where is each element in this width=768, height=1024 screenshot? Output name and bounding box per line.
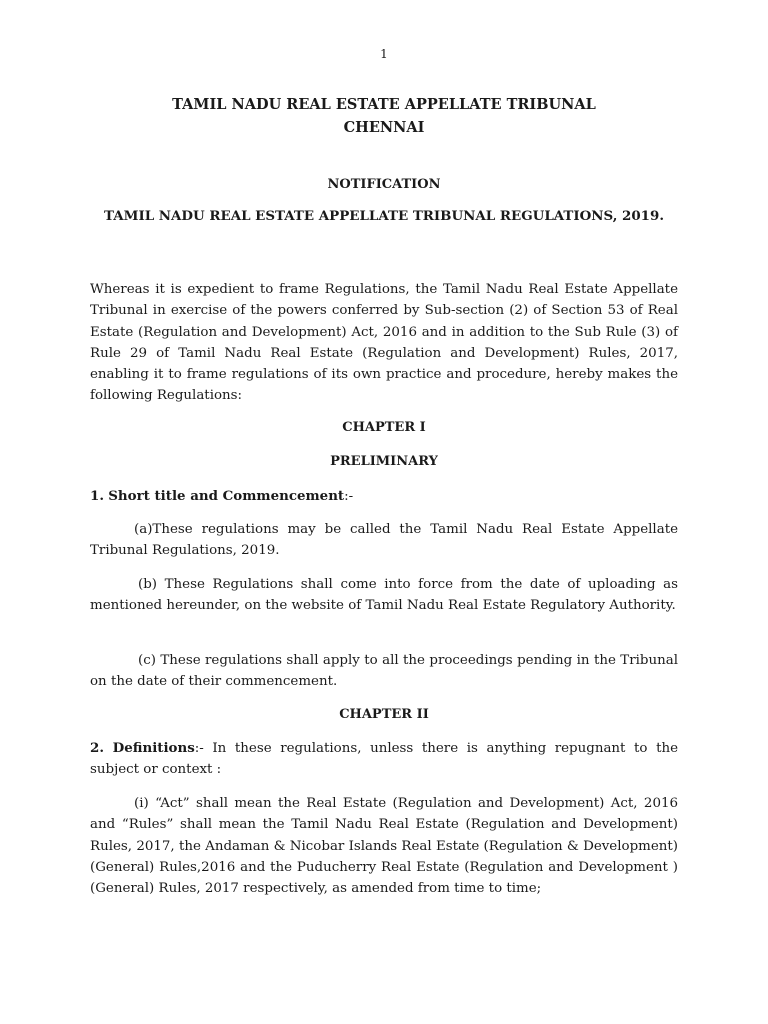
section-1-clause-c: (c) These regulations shall apply to all the proceedings pending in the Tribunal on the date of their commencement. [90,653,678,690]
title-line-2: CHENNAI [343,119,425,136]
section-2-title: Definitions [112,740,195,756]
preamble-paragraph: Whereas it is expedient to frame Regulations, the Tamil Nadu Real Estate Appellate Tribunal in exercise of the powers conferred by Sub-section (2) of Section 53 of Real Estate (Regulation and Development) Act, 2016 and in addition to the Sub Rule (3) of Rule 29 of Tamil Nadu Real Estate (Regulation and Development) Rules, 2017, enabling it to frame regulations of its own practice and procedure, hereby makes the following Regulations: [90,282,678,404]
section-2-number: 2. [90,740,104,756]
regulations-title: TAMIL NADU REAL ESTATE APPELLATE TRIBUNAL REGULATIONS, 2019. [104,208,664,224]
section-1-heading [90,486,678,507]
notification-heading: NOTIFICATION [327,177,441,192]
section-1-clause-a: (a)These regulations may be called the Tamil Nadu Real Estate Appellate Tribunal Regulations, 2019. [90,522,678,559]
section-2-definitions [90,738,678,781]
title-line-1: TAMIL NADU REAL ESTATE APPELLATE TRIBUNAL [172,96,596,113]
document-title [90,93,678,139]
section-1-suffix: :- [344,489,354,504]
section-2-clause-i: (i) “Act” shall mean the Real Estate (Regulation and Development) Act, 2016 and “Rules” shall mean the Tamil Nadu Real Estate (Regulation and Development) Rules, 2017, the Andaman & Nicobar Islands Real Estate (Regulation & Development) (General) Rules,2016 and the Puducherry Real Estate (Regulation and Development ) (General) Rules, 2017 respectively, as amended from time to time; [90,796,678,897]
chapter-1-subheading: PRELIMINARY [330,454,438,469]
section-2-intro: :- In these regulations, unless there is anything repugnant to the subject or context : [90,741,678,778]
page-number: 1 [380,47,388,61]
chapter-1-heading: CHAPTER I [342,420,426,435]
section-1-clause-b: (b) These Regulations shall come into force from the date of uploading as mentioned hereunder, on the website of Tamil Nadu Real Estate Regulatory Authority. [90,577,678,614]
section-1-title: Short title and Commencement [108,488,345,504]
chapter-2-heading: CHAPTER II [339,707,429,722]
section-1-number: 1. [90,488,104,504]
